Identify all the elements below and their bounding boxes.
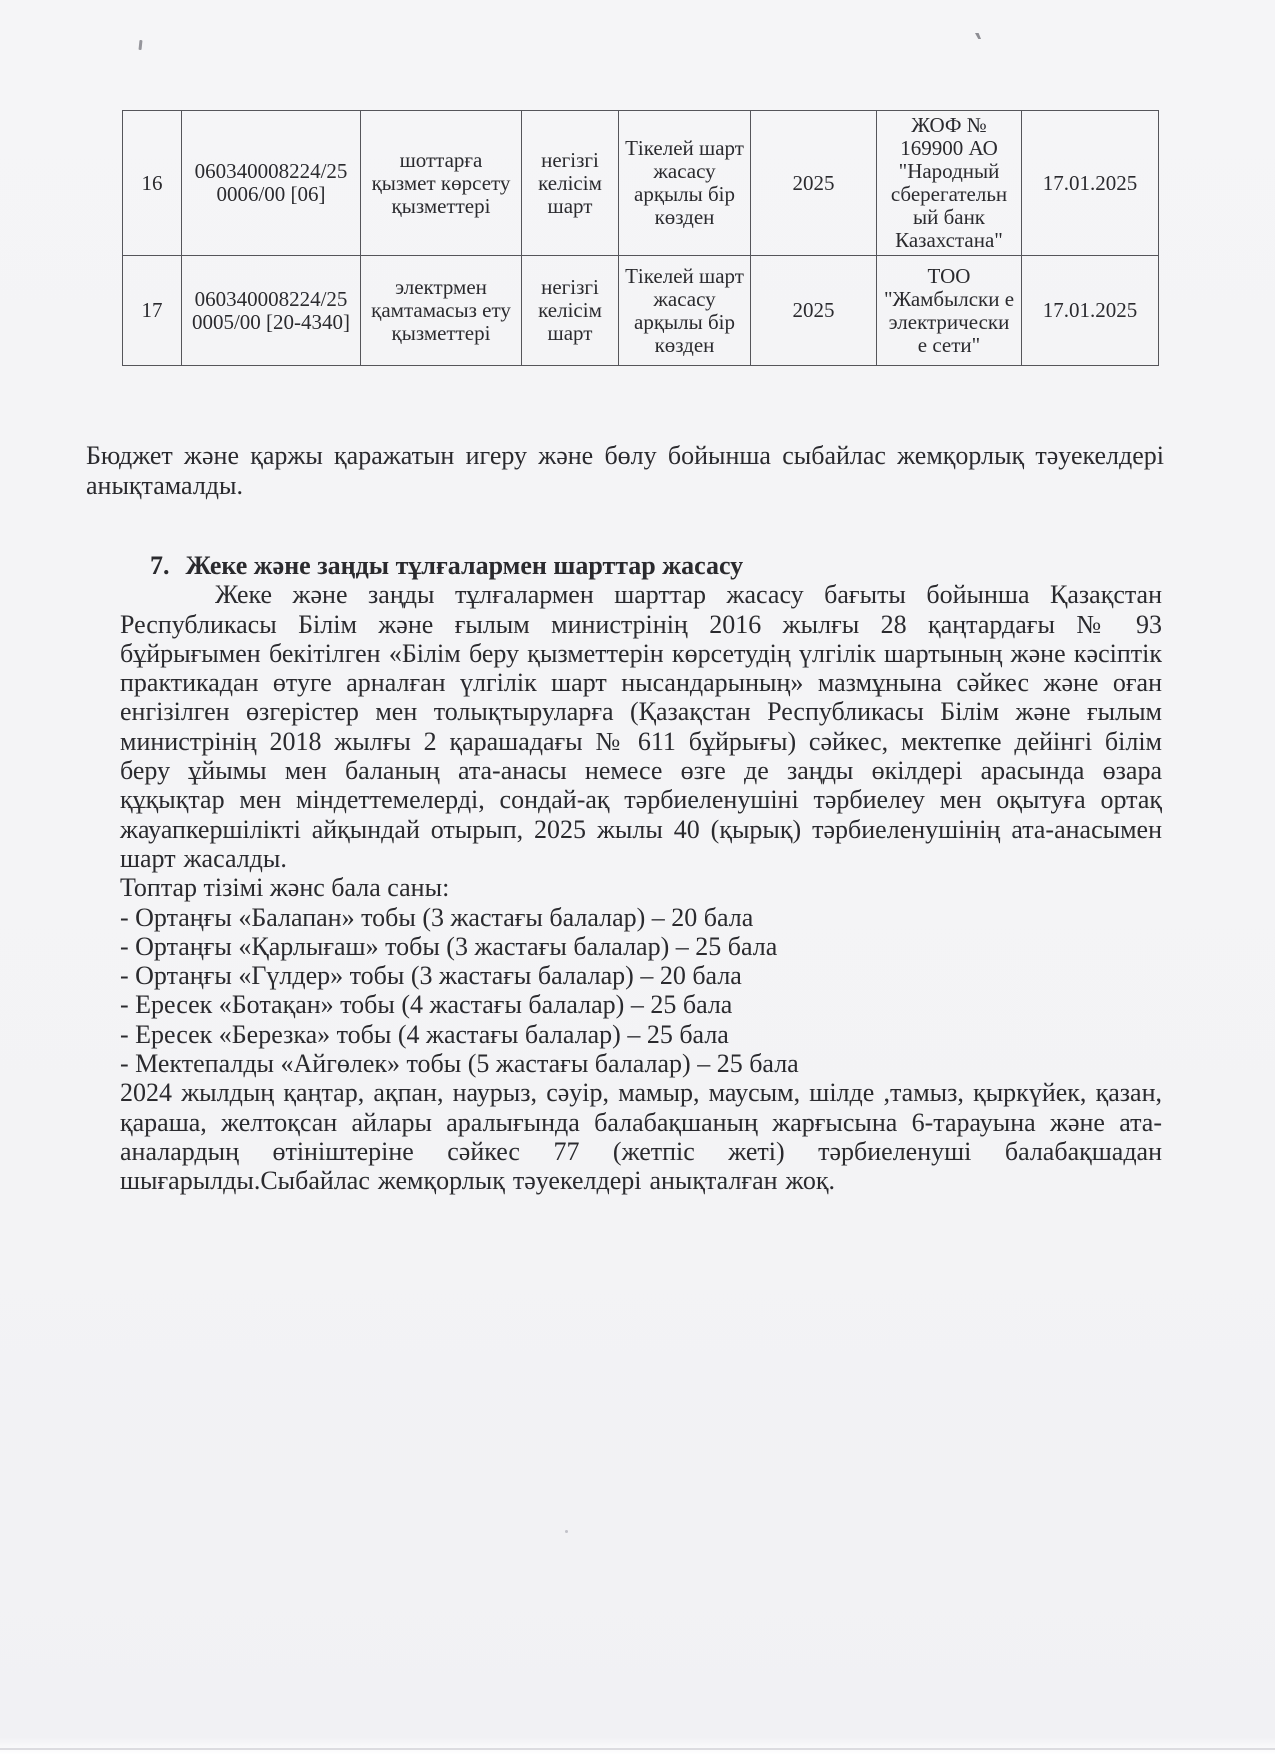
scan-artifact-speck [138, 40, 142, 50]
contracts-description-paragraph: Жеке және заңды тұлғалармен шарттар жасасу бағыты бойынша Қазақстан Республикасы Білім және ғылым министрінің 2016 жылғы 28 қаңтардағы № 93 бұйрығымен бекітілген «Білім беру қызметтерін көрсетудің үлгілік шартының және кәсіптік практикадан өтуге арналған үлгілік шарт нысандарының» мазмұнына сәйкес және оған енгізілген өзгерістер мен толықтыруларға (Қазақстан Республикасы Білім және ғылым министрінің 2018 жылғы 2 қарашадағы № 611 бұйрығы) сәйкес, мектепке дейінгі білім беру ұйымы мен баланың ата-анасы немесе өзге де заңды өкілдері арасында өзара құқықтар мен міндеттемелерді, сондай-ақ тәрбиеленушіні тәрбиелеу мен оқытуға ортақ жауапкершілікті айқындай отырып, 2025 жылы 40 (қырық) тәрбиеленушінің ата-анасымен шарт жасалды. [120, 580, 1162, 873]
list-item: - Ортаңғы «Қарлығаш» тобы (3 жастағы балалар) – 25 бала [120, 931, 778, 961]
cell-subject: электрмен қамтамасыз ету қызметтері [361, 256, 522, 366]
cell-row-number: 16 [123, 111, 182, 256]
table-row [123, 111, 1159, 256]
group-list [120, 903, 1162, 1079]
cell-year: 2025 [751, 111, 877, 256]
cell-supplier: ЖОФ № 169900 АО "Народный сберегательн ый банк Казахстана" [877, 111, 1022, 256]
cell-date: 17.01.2025 [1022, 111, 1159, 256]
cell-contract-number: 060340008224/25 0006/00 [06] [182, 111, 361, 256]
table-row [123, 256, 1159, 366]
scan-artifact-speck [565, 1530, 568, 1533]
cell-supplier: ТОО "Жамбылски е электрически е сети" [877, 256, 1022, 366]
cell-contract-type: негізгі келісім шарт [522, 256, 619, 366]
cell-row-number: 17 [123, 256, 182, 366]
list-item: - Ортаңғы «Балапан» тобы (3 жастағы балалар) – 20 бала [120, 902, 754, 932]
section-heading [120, 551, 1162, 580]
cell-subject: шоттарға қызмет көрсету қызметтері [361, 111, 522, 256]
list-item: - Ортаңғы «Гүлдер» тобы (3 жастағы балалар) – 20 бала [120, 961, 742, 991]
document-body [120, 551, 1162, 1196]
section-number: 7. [150, 551, 170, 580]
cell-contract-type: негізгі келісім шарт [522, 111, 619, 256]
section-title: Жеке және заңды тұлғалармен шарттар жасасу [185, 551, 744, 580]
cell-procurement-method: Тікелей шарт жасасу арқылы бір көзден [619, 256, 751, 366]
closing-paragraph: 2024 жылдың қаңтар, ақпан, наурыз, сәуір, мамыр, маусым, шілде ,тамыз, қыркүйек, қазан, қараша, желтоқсан айлары аралығында балабақшаның жарғысына 6-тарауына және ата-аналардың өтініштеріне сәйкес 77 (жетпіс жеті) тәрбиеленуші балабақшадан шығарылды.Сыбайлас жемқорлық тәуекелдері анықталған жоқ. [120, 1078, 1162, 1196]
list-item: - Ересек «Ботақан» тобы (4 жастағы балалар) – 25 бала [120, 990, 733, 1020]
cell-date: 17.01.2025 [1022, 256, 1159, 366]
scan-bottom-edge [0, 1748, 1275, 1750]
cell-contract-number: 060340008224/25 0005/00 [20-4340] [182, 256, 361, 366]
groups-list-intro: Топтар тізімі жәнс бала саны: [120, 873, 450, 903]
budget-risk-paragraph: Бюджет және қаржы қаражатын игеру және бөлу бойынша сыбайлас жемқорлық тәуекелдері анықтамалды. [86, 441, 1164, 500]
cell-year: 2025 [751, 256, 877, 366]
contracts-table [122, 110, 1159, 366]
list-item: - Мектепалды «Айгөлек» тобы (5 жастағы балалар) – 25 бала [120, 1049, 799, 1079]
list-item: - Ересек «Березка» тобы (4 жастағы балалар) – 25 бала [120, 1019, 729, 1049]
cell-procurement-method: Тікелей шарт жасасу арқылы бір көзден [619, 111, 751, 256]
scan-artifact-speck [975, 33, 981, 39]
